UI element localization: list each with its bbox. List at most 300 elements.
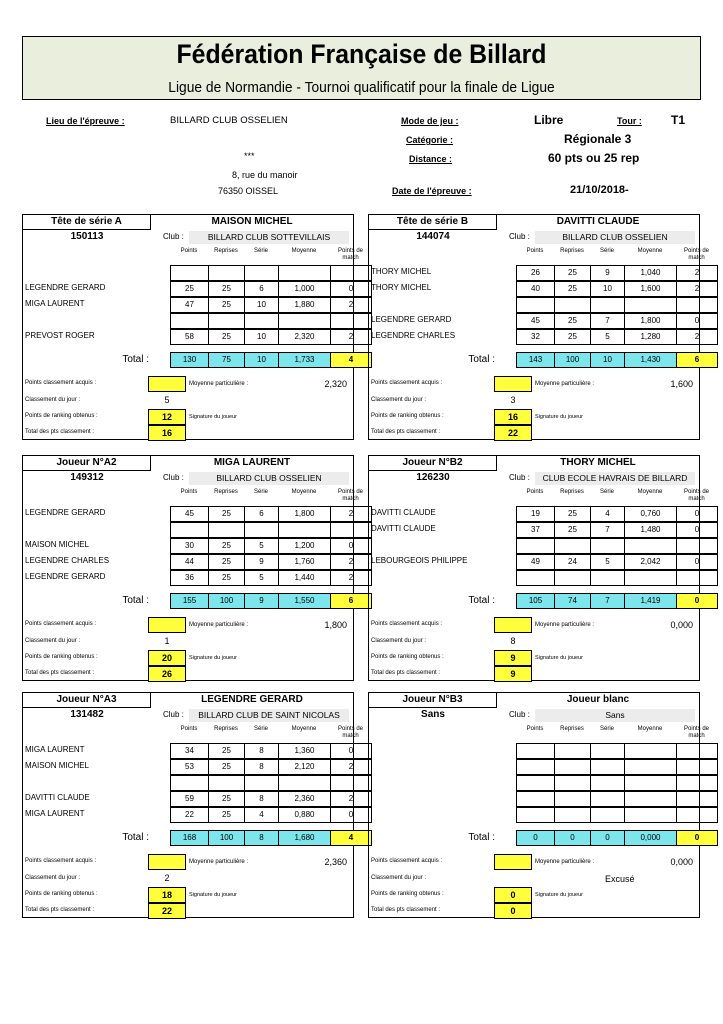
score-cell	[676, 743, 718, 759]
score-cell: 32	[516, 329, 555, 345]
score-cell: 45	[170, 506, 209, 522]
score-cell	[676, 538, 718, 554]
score-cell: 0	[330, 281, 372, 297]
score-cell: 1,000	[278, 281, 331, 297]
date-label: Date de l'épreuve :	[392, 186, 472, 196]
total-cell: 100	[208, 830, 245, 846]
score-cell: 25	[208, 329, 245, 345]
pts-acquis-cell	[494, 376, 532, 392]
score-cell	[516, 570, 555, 586]
signature-label: Signature du joueur	[535, 892, 584, 898]
score-cell	[676, 775, 718, 791]
lieu-city: 76350 OISSEL	[218, 186, 279, 196]
score-cell	[624, 743, 677, 759]
total-pts-label: Total des pts classement :	[371, 429, 441, 435]
ranking-cell: 20	[148, 650, 186, 666]
score-cell: 2	[330, 554, 372, 570]
score-cell: 40	[516, 281, 555, 297]
score-cell	[624, 807, 677, 823]
score-cell: 25	[208, 759, 245, 775]
total-cell: 10	[590, 352, 625, 368]
categorie-value: Régionale 3	[564, 132, 632, 146]
total-pts-label: Total des pts classement :	[371, 670, 441, 676]
total-cell: 143	[516, 352, 555, 368]
player-box	[22, 214, 364, 440]
total-cell: 8	[244, 830, 279, 846]
score-cell: 25	[170, 281, 209, 297]
column-header: Points de match	[683, 489, 710, 502]
score-cell: 2	[330, 791, 372, 807]
column-header: Série	[253, 726, 268, 732]
score-cell: 2	[676, 329, 718, 345]
score-cell: 36	[170, 570, 209, 586]
opponent-name: LEGENDRE GERARD	[25, 572, 106, 581]
opponent-name: MIGA LAURENT	[25, 809, 85, 818]
score-cell	[208, 265, 245, 281]
total-cell: 4	[330, 352, 372, 368]
score-cell: 0	[330, 743, 372, 759]
score-cell	[170, 265, 209, 281]
distance-label: Distance :	[409, 154, 453, 164]
score-cell	[590, 297, 625, 313]
ranking-label: Points de ranking obtenus :	[25, 891, 98, 897]
page-subtitle: Ligue de Normandie - Tournoi qualificatif pour la finale de Ligue	[168, 79, 555, 96]
pts-acquis-cell	[494, 617, 532, 633]
ranking-cell: 16	[494, 409, 532, 425]
pts-acquis-cell	[148, 376, 186, 392]
moyenne-particuliere-label: Moyenne particulière :	[535, 381, 595, 387]
column-header: Reprises	[560, 248, 584, 254]
score-cell: 1,880	[278, 297, 331, 313]
score-cell	[516, 743, 555, 759]
pts-acquis-label: Points classement acquis :	[25, 858, 97, 864]
total-label: Total :	[122, 354, 149, 365]
lieu-stars: ***	[244, 151, 255, 161]
club-label: Club :	[509, 710, 530, 719]
score-cell: 2	[330, 329, 372, 345]
score-cell: 25	[554, 522, 591, 538]
score-cell: 1,800	[278, 506, 331, 522]
score-cell: 25	[208, 807, 245, 823]
score-cell	[278, 522, 331, 538]
ranking-cell: 18	[148, 887, 186, 903]
score-cell	[590, 538, 625, 554]
total-pts-cell: 0	[494, 903, 532, 919]
score-cell: 2,320	[278, 329, 331, 345]
classement-value: 3	[510, 395, 516, 405]
player-name: LEGENDRE GERARD	[201, 694, 303, 705]
score-cell: 8	[244, 743, 279, 759]
score-cell: 25	[208, 570, 245, 586]
score-cell	[590, 775, 625, 791]
moyenne-particuliere-label: Moyenne particulière :	[535, 859, 595, 865]
signature-label: Signature du joueur	[535, 655, 584, 661]
column-header: Reprises	[214, 726, 238, 732]
score-cell	[624, 791, 677, 807]
score-cell: 19	[516, 506, 555, 522]
score-cell: 7	[590, 313, 625, 329]
pts-acquis-label: Points classement acquis :	[25, 380, 97, 386]
score-cell	[244, 522, 279, 538]
score-cell	[516, 538, 555, 554]
score-cell	[330, 775, 372, 791]
score-cell	[244, 775, 279, 791]
score-cell: 1,040	[624, 265, 677, 281]
player-name: THORY MICHEL	[560, 457, 636, 468]
score-cell: 25	[208, 506, 245, 522]
score-cell	[554, 791, 591, 807]
club-name: BILLARD CLUB SOTTEVILLAIS	[189, 231, 349, 244]
total-pts-label: Total des pts classement :	[25, 907, 95, 913]
score-cell: 25	[554, 313, 591, 329]
club-name: CLUB ECOLE HAVRAIS DE BILLARD	[535, 472, 695, 485]
classement-value: 5	[164, 395, 170, 405]
total-cell: 9	[244, 593, 279, 609]
score-cell: 1,200	[278, 538, 331, 554]
total-cell: 168	[170, 830, 209, 846]
player-box	[368, 214, 710, 440]
licence-number: 144074	[416, 231, 450, 242]
ranking-label: Points de ranking obtenus :	[25, 654, 98, 660]
score-cell	[676, 570, 718, 586]
club-label: Club :	[509, 232, 530, 241]
player-name: MAISON MICHEL	[211, 216, 293, 227]
club-name: BILLARD CLUB OSSELIEN	[189, 472, 349, 485]
score-cell: 25	[208, 281, 245, 297]
moyenne-particuliere-label: Moyenne particulière :	[535, 622, 595, 628]
player-name: Joueur blanc	[566, 694, 630, 705]
column-header: Série	[253, 489, 268, 495]
total-cell: 100	[208, 593, 245, 609]
box-header: Tête de série B	[369, 215, 497, 230]
total-pts-label: Total des pts classement :	[25, 670, 95, 676]
player-box	[22, 692, 364, 918]
moyenne-particuliere-value: 2,360	[324, 857, 347, 867]
club-name: BILLARD CLUB OSSELIEN	[535, 231, 695, 244]
column-header: Points	[526, 248, 544, 254]
score-cell	[624, 775, 677, 791]
score-cell: 25	[208, 297, 245, 313]
total-cell: 0,000	[624, 830, 677, 846]
lieu-label: Lieu de l'épreuve :	[46, 116, 125, 126]
total-cell: 1,733	[278, 352, 331, 368]
score-cell	[554, 297, 591, 313]
club-label: Club :	[509, 473, 530, 482]
score-cell: 0	[676, 554, 718, 570]
score-cell	[554, 775, 591, 791]
score-cell: 25	[554, 265, 591, 281]
column-header: Moyenne	[291, 726, 317, 732]
score-cell	[170, 313, 209, 329]
total-pts-cell: 16	[148, 425, 186, 441]
lieu-address: 8, rue du manoir	[232, 170, 298, 180]
score-cell	[516, 807, 555, 823]
tour-label: Tour :	[617, 116, 642, 126]
box-header: Joueur N°A2	[23, 456, 151, 471]
column-header: Points	[180, 248, 198, 254]
score-cell	[330, 313, 372, 329]
player-name: MIGA LAURENT	[213, 457, 291, 468]
licence-number: 149312	[70, 472, 104, 483]
score-cell: 1,280	[624, 329, 677, 345]
categorie-label: Catégorie :	[406, 135, 454, 145]
score-cell: 9	[244, 554, 279, 570]
opponent-name: LEGENDRE GERARD	[25, 508, 106, 517]
column-header: Points	[526, 489, 544, 495]
score-cell	[590, 570, 625, 586]
total-cell: 105	[516, 593, 555, 609]
total-cell: 0	[516, 830, 555, 846]
score-cell: 25	[554, 281, 591, 297]
score-cell: 1,480	[624, 522, 677, 538]
pts-acquis-cell	[148, 617, 186, 633]
total-cell: 130	[170, 352, 209, 368]
score-cell	[330, 265, 372, 281]
score-cell: 25	[208, 791, 245, 807]
total-cell: 4	[330, 830, 372, 846]
column-header: Série	[599, 726, 614, 732]
score-cell: 44	[170, 554, 209, 570]
signature-label: Signature du joueur	[189, 655, 238, 661]
total-label: Total :	[468, 832, 495, 843]
column-header: Points de match	[337, 726, 364, 739]
score-cell: 7	[590, 522, 625, 538]
licence-number: 150113	[70, 231, 104, 242]
score-cell: 5	[590, 554, 625, 570]
tour-value: T1	[671, 113, 686, 127]
distance-value: 60 pts ou 25 rep	[548, 151, 640, 165]
score-cell: 6	[244, 281, 279, 297]
pts-acquis-label: Points classement acquis :	[371, 380, 443, 386]
total-cell: 74	[554, 593, 591, 609]
score-cell: 5	[244, 570, 279, 586]
page-title: Fédération Française de Billard	[176, 39, 547, 69]
score-cell: 1,440	[278, 570, 331, 586]
ranking-cell: 0	[494, 887, 532, 903]
date-value: 21/10/2018-	[570, 184, 629, 196]
moyenne-particuliere-value: 1,600	[670, 379, 693, 389]
score-cell: 0	[330, 807, 372, 823]
score-cell: 25	[208, 538, 245, 554]
opponent-name: LEGENDRE CHARLES	[25, 556, 110, 565]
opponent-name: THORY MICHEL	[371, 267, 432, 276]
moyenne-particuliere-value: 1,800	[324, 620, 347, 630]
score-cell: 45	[516, 313, 555, 329]
score-cell: 0	[676, 506, 718, 522]
pts-acquis-label: Points classement acquis :	[371, 858, 443, 864]
total-label: Total :	[122, 832, 149, 843]
score-cell	[278, 313, 331, 329]
score-cell: 2,120	[278, 759, 331, 775]
score-cell	[590, 743, 625, 759]
licence-number: 126230	[416, 472, 450, 483]
score-cell	[278, 265, 331, 281]
column-header: Points	[180, 726, 198, 732]
score-cell: 25	[208, 743, 245, 759]
score-cell: 2	[330, 570, 372, 586]
club-name: BILLARD CLUB DE SAINT NICOLAS	[189, 709, 349, 722]
score-cell	[244, 265, 279, 281]
column-header: Points	[180, 489, 198, 495]
column-header: Moyenne	[637, 726, 663, 732]
score-cell: 0	[676, 522, 718, 538]
score-cell	[624, 759, 677, 775]
column-header: Reprises	[560, 726, 584, 732]
total-pts-cell: 22	[494, 425, 532, 441]
opponent-name: DAVITTI CLAUDE	[371, 524, 436, 533]
score-cell	[590, 807, 625, 823]
score-cell	[516, 759, 555, 775]
score-cell: 25	[208, 554, 245, 570]
score-cell: 34	[170, 743, 209, 759]
score-cell: 2	[676, 281, 718, 297]
club-label: Club :	[163, 710, 184, 719]
opponent-name: MAISON MICHEL	[25, 540, 90, 549]
column-header: Moyenne	[637, 489, 663, 495]
score-cell	[208, 313, 245, 329]
opponent-name: PREVOST ROGER	[25, 331, 95, 340]
club-label: Club :	[163, 473, 184, 482]
score-cell: 0	[330, 538, 372, 554]
score-cell	[330, 522, 372, 538]
total-cell: 0	[590, 830, 625, 846]
score-cell	[624, 538, 677, 554]
score-cell	[590, 759, 625, 775]
score-cell	[676, 807, 718, 823]
signature-label: Signature du joueur	[535, 414, 584, 420]
opponent-name: MIGA LAURENT	[25, 745, 85, 754]
score-cell	[676, 759, 718, 775]
total-cell: 1,419	[624, 593, 677, 609]
score-cell: 2	[330, 506, 372, 522]
column-header: Série	[253, 248, 268, 254]
total-pts-label: Total des pts classement :	[25, 429, 95, 435]
opponent-name: MIGA LAURENT	[25, 299, 85, 308]
score-cell: 1,800	[624, 313, 677, 329]
score-cell: 8	[244, 791, 279, 807]
mode-value: Libre	[534, 113, 564, 127]
total-pts-cell: 22	[148, 903, 186, 919]
box-header: Joueur N°B2	[369, 456, 497, 471]
column-header: Points de match	[337, 248, 364, 261]
pts-acquis-label: Points classement acquis :	[25, 621, 97, 627]
score-cell: 2,360	[278, 791, 331, 807]
ranking-label: Points de ranking obtenus :	[371, 891, 444, 897]
score-cell	[516, 775, 555, 791]
score-cell: 2	[330, 297, 372, 313]
column-header: Points de match	[337, 489, 364, 502]
score-cell: 58	[170, 329, 209, 345]
score-cell	[554, 807, 591, 823]
opponent-name: LEGENDRE GERARD	[25, 283, 106, 292]
column-header: Série	[599, 248, 614, 254]
classement-label: Classement du jour :	[371, 397, 427, 403]
total-cell: 0	[676, 830, 718, 846]
total-cell: 1,680	[278, 830, 331, 846]
column-header: Moyenne	[637, 248, 663, 254]
opponent-name: DAVITTI CLAUDE	[371, 508, 436, 517]
score-cell	[554, 538, 591, 554]
column-header: Points	[526, 726, 544, 732]
total-pts-cell: 9	[494, 666, 532, 682]
ranking-label: Points de ranking obtenus :	[371, 654, 444, 660]
column-header: Moyenne	[291, 248, 317, 254]
score-cell: 25	[554, 506, 591, 522]
total-cell: 100	[554, 352, 591, 368]
player-box	[22, 455, 364, 681]
score-cell: 10	[244, 297, 279, 313]
score-cell: 59	[170, 791, 209, 807]
classement-value: 1	[164, 636, 170, 646]
score-cell	[676, 791, 718, 807]
total-cell: 0	[554, 830, 591, 846]
licence-number: Sans	[421, 709, 445, 720]
player-box	[368, 455, 710, 681]
classement-value: 8	[510, 636, 516, 646]
player-name: DAVITTI CLAUDE	[556, 216, 640, 227]
column-header: Points de match	[683, 248, 710, 261]
moyenne-particuliere-label: Moyenne particulière :	[189, 859, 249, 865]
total-cell: 0	[676, 593, 718, 609]
signature-label: Signature du joueur	[189, 414, 238, 420]
box-header: Tête de série A	[23, 215, 151, 230]
score-cell	[590, 791, 625, 807]
total-cell: 1,430	[624, 352, 677, 368]
classement-label: Classement du jour :	[25, 875, 81, 881]
signature-label: Signature du joueur	[189, 892, 238, 898]
column-header: Moyenne	[291, 489, 317, 495]
score-cell: 9	[590, 265, 625, 281]
opponent-name: LEGENDRE CHARLES	[371, 331, 456, 340]
score-cell	[624, 297, 677, 313]
score-cell: 10	[590, 281, 625, 297]
score-cell: 5	[590, 329, 625, 345]
score-cell: 0,880	[278, 807, 331, 823]
lieu-value: BILLARD CLUB OSSELIEN	[170, 115, 288, 126]
column-header: Reprises	[214, 489, 238, 495]
total-label: Total :	[122, 595, 149, 606]
score-cell: 8	[244, 759, 279, 775]
score-cell: 4	[244, 807, 279, 823]
licence-number: 131482	[70, 709, 104, 720]
score-cell	[244, 313, 279, 329]
total-cell: 75	[208, 352, 245, 368]
opponent-name: THORY MICHEL	[371, 283, 432, 292]
score-cell	[516, 791, 555, 807]
header-banner	[22, 36, 701, 100]
score-cell: 10	[244, 329, 279, 345]
opponent-name: LEBOURGEOIS PHILIPPE	[371, 556, 468, 565]
score-cell: 2	[676, 265, 718, 281]
total-label: Total :	[468, 595, 495, 606]
total-pts-label: Total des pts classement :	[371, 907, 441, 913]
classement-value	[494, 871, 532, 887]
score-cell: 25	[554, 329, 591, 345]
total-cell: 6	[676, 352, 718, 368]
box-header: Joueur N°B3	[369, 693, 497, 708]
club-name: Sans	[535, 709, 695, 722]
score-cell: 2,042	[624, 554, 677, 570]
moyenne-particuliere-value: 2,320	[324, 379, 347, 389]
classement-label: Classement du jour :	[371, 875, 427, 881]
moyenne-particuliere-value: 0,000	[670, 857, 693, 867]
ranking-cell: 9	[494, 650, 532, 666]
opponent-name: LEGENDRE GERARD	[371, 315, 452, 324]
score-cell: 47	[170, 297, 209, 313]
score-cell: 1,760	[278, 554, 331, 570]
moyenne-particuliere-label: Moyenne particulière :	[189, 381, 249, 387]
classement-label: Classement du jour :	[25, 397, 81, 403]
